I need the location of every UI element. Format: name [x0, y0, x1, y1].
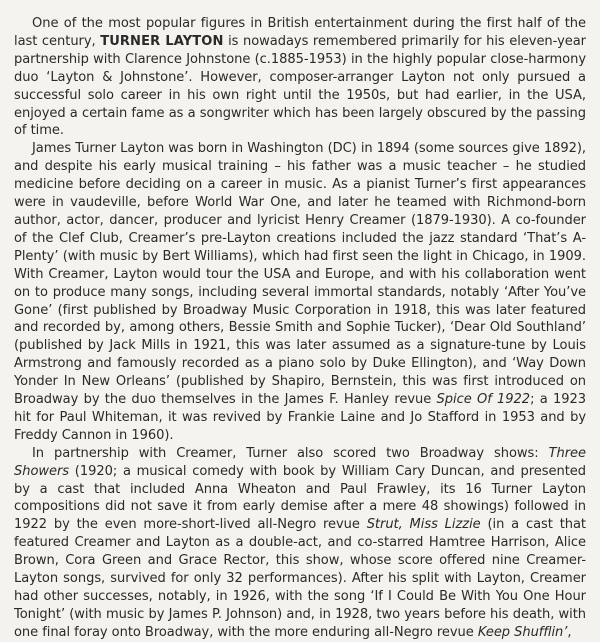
artist-name: TURNER LAYTON: [100, 33, 224, 49]
broadway-text-3: (in a cast that featured Creamer and Layton as a double-act, and co-starred Hamtree Harrison, Alice Brown, Cora Green and Grace Rector, this show, whose score offered nine Creamer-Layton songs, survived for only 32 performances). After his split with Layton, Creamer had other successes, notably, in 1926, with the song ‘If I Could Be With You One Hour Tonight’ (with music by James P. Johnson) and, in 1928, two years before his death, with one final foray onto Broadway, with the more enduring all-Negro revue: [14, 517, 586, 640]
show-title-keep-shufflin: Keep Shufflin’: [477, 624, 568, 640]
show-title-three-showers: Three Showers: [14, 445, 586, 479]
broadway-text-1: In partnership with Creamer, Turner also scored two Broadway shows:: [32, 445, 549, 461]
broadway-text-4: ,: [567, 624, 572, 640]
biography-article: [14, 15, 586, 642]
intro-text-1: One of the most popular figures in British entertainment during the first half of the last century,: [14, 16, 586, 49]
paragraph-broadway: [14, 445, 586, 642]
intro-text-2: is nowadays remembered primarily for his eleven-year partnership with Clarence Johnstone (c.1885-1953) in the highly popular close-harmony duo ‘Layton & Johnstone’. However, composer-arranger Layton not only pursued a successful solo career in his own right until the 1950s, but had earlier, in the USA, enjoyed a certain fame as a songwriter which has been largely obscured by the passing of time.: [14, 33, 586, 139]
revue-title-spice: Spice Of 1922: [436, 392, 531, 408]
broadway-text-2: (1920; a musical comedy with book by William Cary Duncan, and presented by a cast that included Anna Wheaton and Paul Frawley, its 16 Turner Layton compositions did not save it from early demise after a mere 48 showings) followed in 1922 by the even more-short-lived all-Negro revue: [14, 463, 586, 533]
show-title-strut-miss-lizzie: Strut, Miss Lizzie: [366, 517, 481, 533]
paragraph-early-life: [14, 140, 586, 444]
early-life-text-1: James Turner Layton was born in Washington (DC) in 1894 (some sources give 1892), and despite his early musical training – his father was a music teacher – he studied medicine before deciding on a career in music. As a pianist Turner’s first appearances were in vaudeville, before World War One, and later he teamed with Richmond-born author, actor, dancer, producer and lyricist Henry Creamer (1879-1930). A co-founder of the Clef Club, Creamer’s pre-Layton creations included the jazz standard ‘That’s A-Plenty’ (with music by Bert Williams), which had first seen the light in Chicago, in 1909. With Creamer, Layton would tour the USA and Europe, and with his collaboration went on to produce many songs, including several immortal standards, notably ‘After You’ve Gone’ (first published by Broadway Music Corporation in 1918, this was later featured and recorded by, among others, Bessie Smith and Sophie Tucker), ‘Dear Old Southland’ (published by Jack Mills in 1921, this was later assumed as a signature-tune by Louis Armstrong and famously recorded as a piano solo by Duke Ellington), and ‘Way Down Yonder In New Orleans’ (published by Shapiro, Bernstein, this was first introduced on Broadway by the duo themselves in the James F. Hanley revue: [14, 141, 586, 408]
early-life-text-2: ; a 1923 hit for Paul Whiteman, it was revived by Frankie Laine and Jo Stafford in 1953 and by Freddy Cannon in 1960).: [14, 392, 586, 443]
paragraph-intro: [14, 15, 586, 140]
